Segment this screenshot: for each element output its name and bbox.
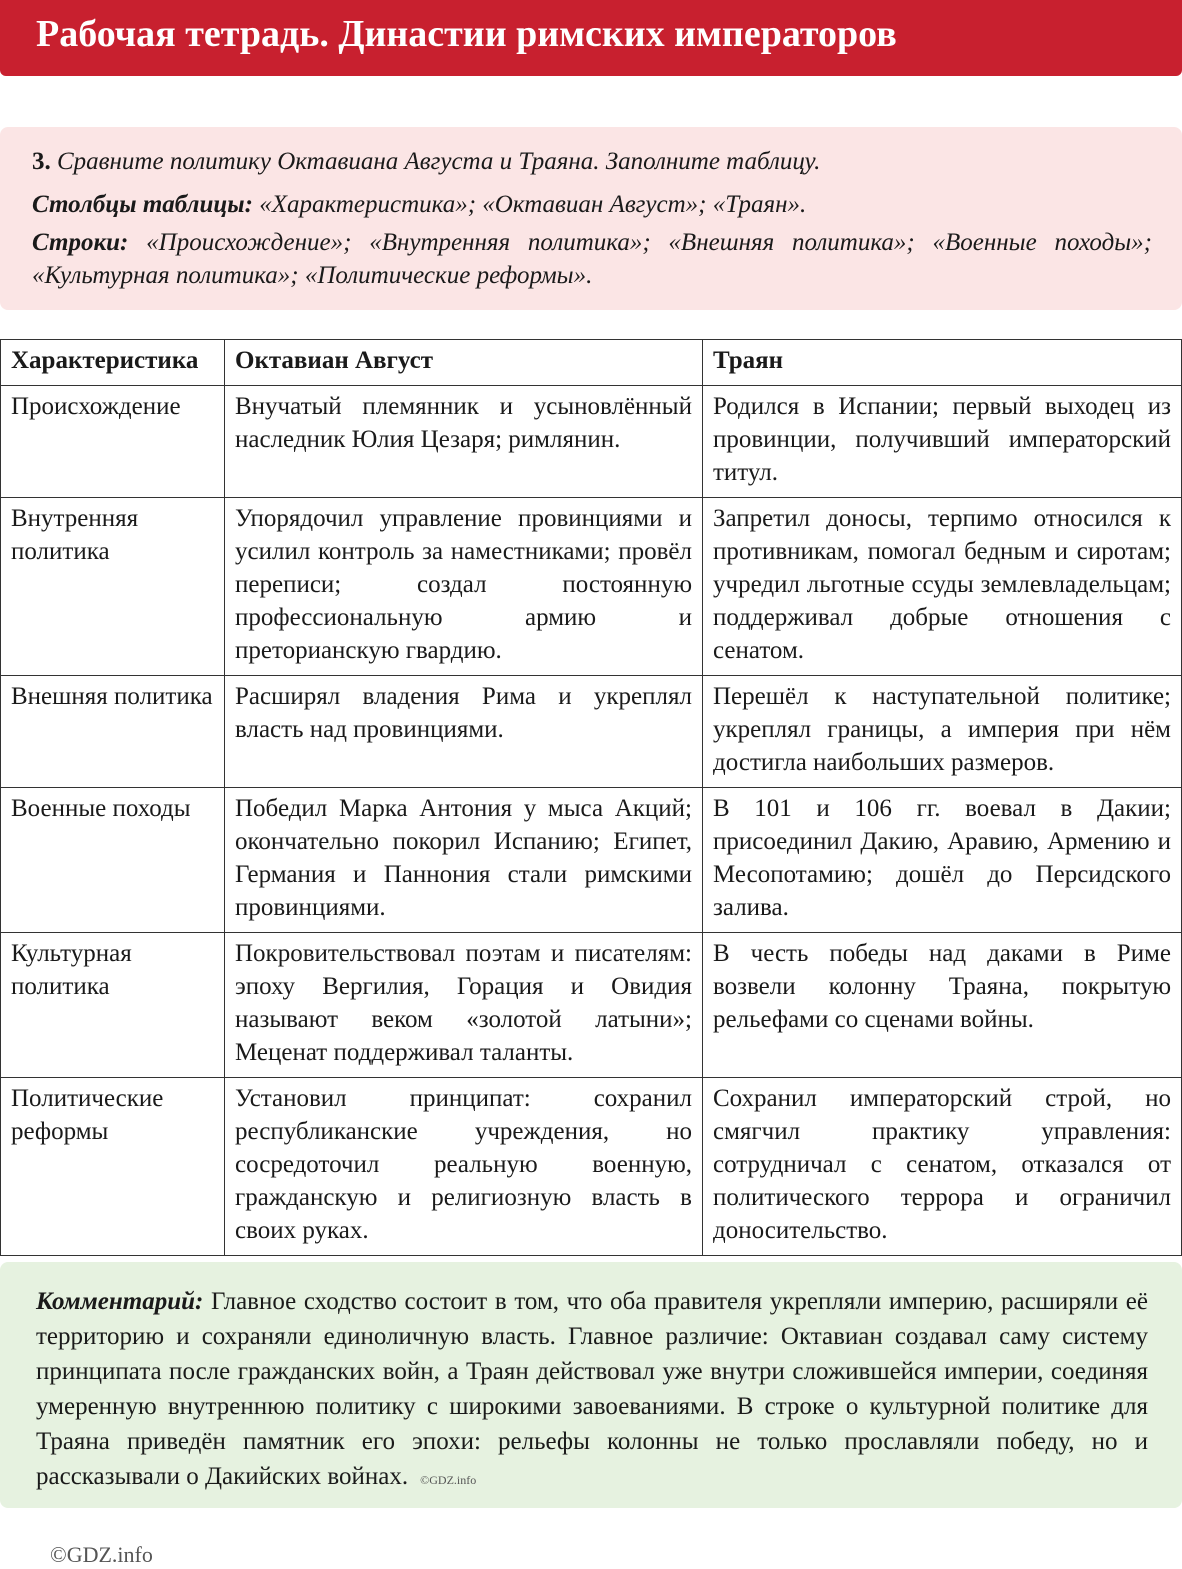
task-number: 3. [32,148,51,175]
row-characteristic: Политические реформы [1,1078,225,1256]
row-trajan: Запретил доносы, терпимо относился к противникам, помогал бедным и сиротам; учредил льготные ссуды землевладельцам; поддерживал добрые отношения с сенатом. [703,498,1182,676]
task-columns [32,188,1152,221]
table-row [1,1078,1182,1256]
rows-text: «Происхождение»; «Внутренняя политика»; «Внешняя политика»; «Военные походы»; «Культурная политика»; «Политические реформы». [32,229,1152,289]
row-trajan: Родился в Испании; первый выходец из провинции, получивший императорский титул. [703,386,1182,498]
comment-text [36,1284,1148,1498]
row-octavian: Покровительствовал поэтам и писателям: эпоху Вергилия, Горация и Овидия называют веком «золотой латыни»; Меценат поддерживал таланты. [225,933,703,1078]
table-row [1,933,1182,1078]
task-box [0,127,1182,310]
row-octavian: Внучатый племянник и усыновлённый наследник Юлия Цезаря; римлянин. [225,386,703,498]
rows-label: Строки: [32,229,129,256]
row-characteristic: Происхождение [1,386,225,498]
comparison-table [0,339,1182,1256]
comment-label: Комментарий: [36,1288,204,1315]
row-characteristic: Внешняя политика [1,676,225,788]
header-trajan: Траян [703,340,1182,386]
task-rows [32,226,1152,292]
row-octavian: Расширял владения Рима и укреплял власть над провинциями. [225,676,703,788]
table-row [1,386,1182,498]
page-title: Рабочая тетрадь. Династии римских императоров [36,13,897,55]
row-trajan: Сохранил императорский строй, но смягчил практику управления: сотрудничал с сенатом, отказался от политического террора и ограничил доносительство. [703,1078,1182,1256]
row-characteristic: Внутренняя политика [1,498,225,676]
table-row [1,498,1182,676]
table-row [1,676,1182,788]
comment-credit: ©GDZ.info [420,1473,477,1487]
table-header-row [1,340,1182,386]
row-octavian: Упорядочил управление провинциями и усилил контроль за наместниками; провёл переписи; создал постоянную профессиональную армию и преторианскую гвардию. [225,498,703,676]
row-trajan: Перешёл к наступательной политике; укреплял границы, а империя при нём достигла наибольших размеров. [703,676,1182,788]
columns-text: «Характеристика»; «Октавиан Август»; «Траян». [259,191,807,218]
table-row [1,788,1182,933]
header-banner [0,0,1182,76]
header-octavian: Октавиан Август [225,340,703,386]
task-instruction [32,145,1152,178]
row-trajan: В честь победы над даками в Риме возвели колонну Траяна, покрытую рельефами со сценами войны. [703,933,1182,1078]
row-characteristic: Культурная политика [1,933,225,1078]
row-octavian: Победил Марка Антония у мыса Акций; окончательно покорил Испанию; Египет, Германия и Паннония стали римскими провинциями. [225,788,703,933]
row-trajan: В 101 и 106 гг. воевал в Дакии; присоединил Дакию, Аравию, Армению и Месопотамию; дошёл до Персидского залива. [703,788,1182,933]
header-characteristic: Характеристика [1,340,225,386]
footer-credit: ©GDZ.info [50,1542,153,1567]
row-characteristic: Военные походы [1,788,225,933]
comment-body: Главное сходство состоит в том, что оба правителя укрепляли империю, расширяли её территорию и сохраняли единоличную власть. Главное различие: Октавиан создавал саму систему принципата после гражданских войн, а Траян действовал уже внутри сложившейся империи, соединяя умеренную внутреннюю политику с широкими завоеваниями. В строке о культурной политике для Траяна приведён памятник его эпохи: рельефы колонны не только прославляли победу, но и рассказывали о Дакийских войнах. [36,1288,1148,1490]
task-instruction-text: Сравните политику Октавиана Августа и Траяна. Заполните таблицу. [57,148,821,175]
columns-label: Столбцы таблицы: [32,191,253,218]
row-octavian: Установил принципат: сохранил республиканские учреждения, но сосредоточил реальную военную, гражданскую и религиозную власть в своих руках. [225,1078,703,1256]
comment-box [0,1262,1182,1508]
